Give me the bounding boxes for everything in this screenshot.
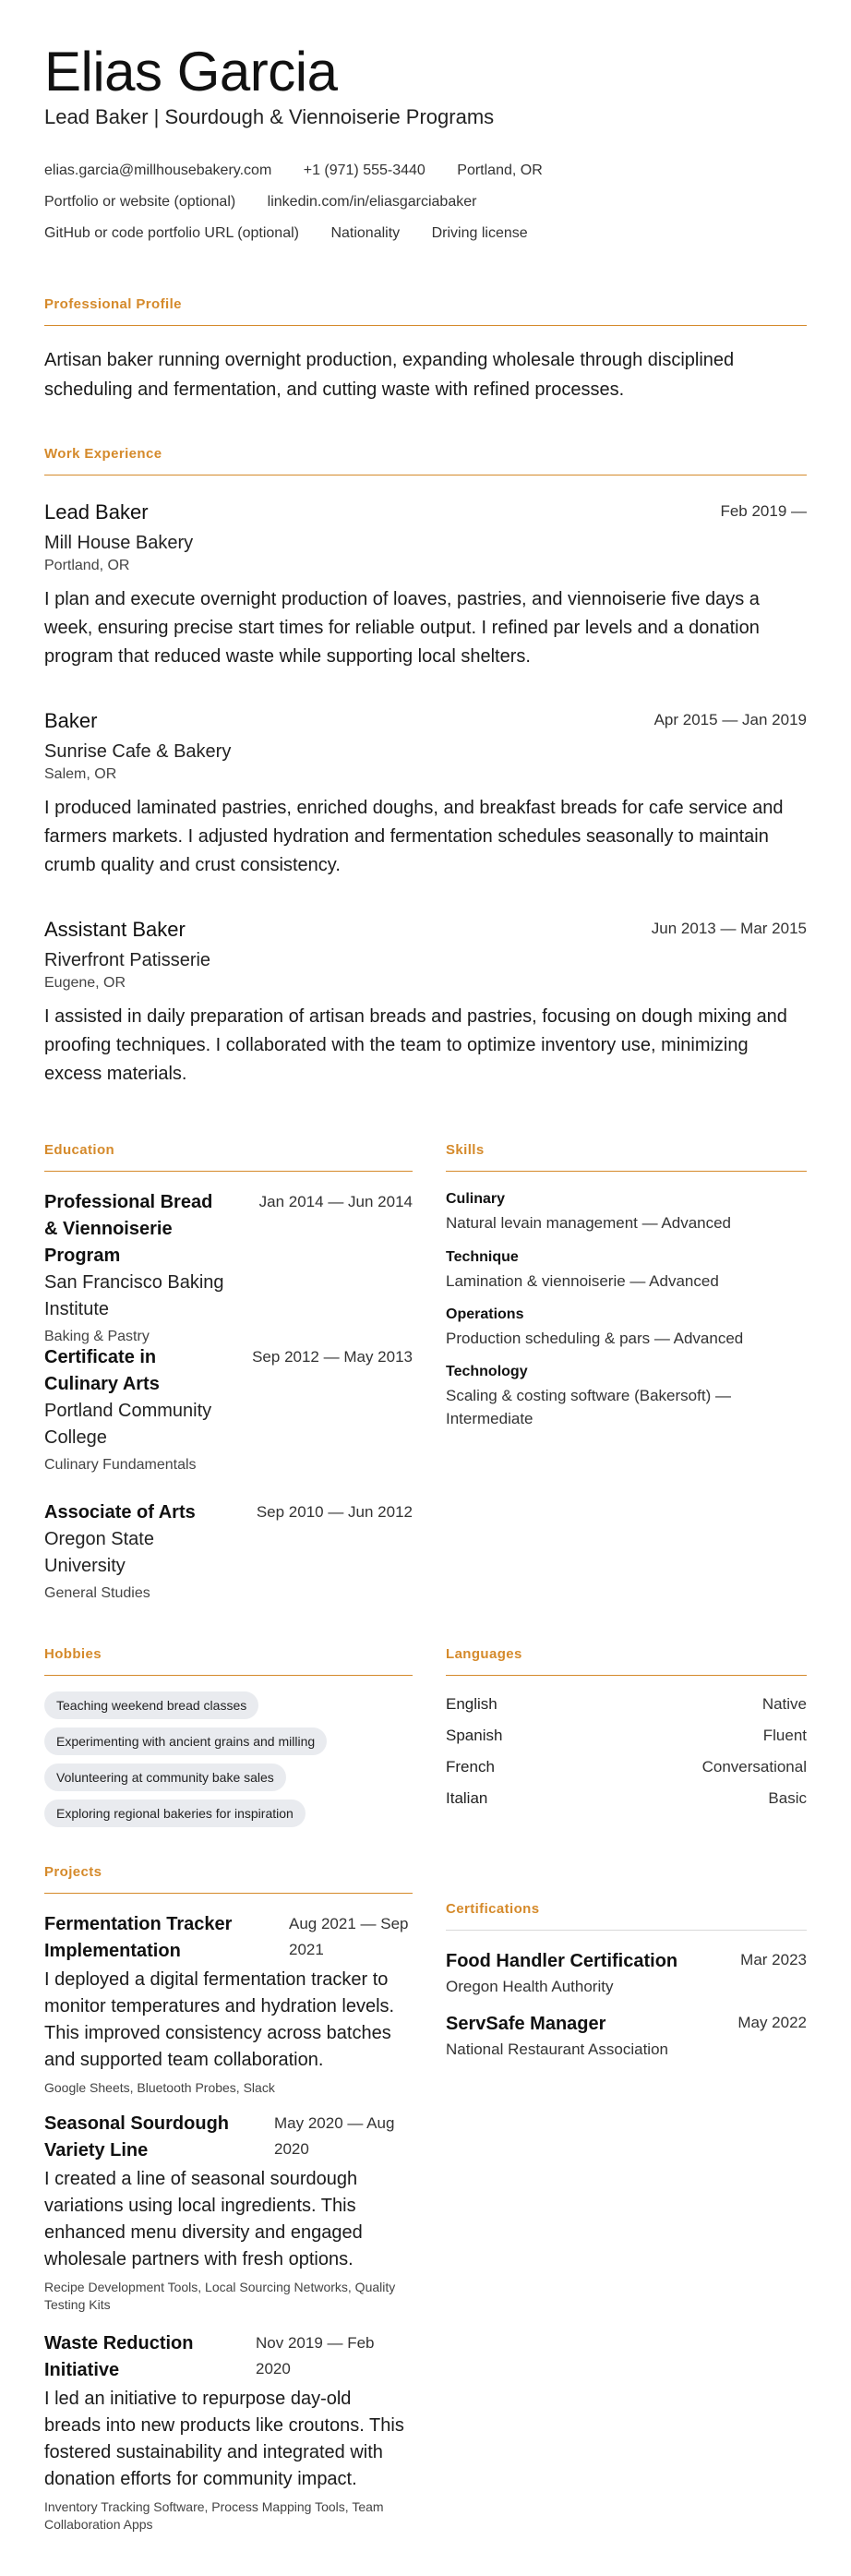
job-title: Baker [44,709,98,732]
skill-value: Production scheduling & pars — Advanced [446,1330,744,1347]
project-dates: Nov 2019 — Feb 2020 [256,2334,375,2377]
skill-entry [446,1189,807,1234]
hobby-chip: Exploring regional bakeries for inspiration [44,1800,306,1827]
job-title: Assistant Baker [44,918,186,941]
skill-category: Technology [446,1364,528,1379]
project-title: Waste Reduction Initiative [44,2333,194,2380]
job-description: I produced laminated pastries, enriched doughs, and breakfast breads for cafe service and farmers markets. I adjusted hydration and fermentation schedules seasonally to maintain crumb quality and crust consistency. [44,798,784,875]
education-school: Portland Community College [44,1401,212,1448]
certification-date: May 2022 [737,2014,807,2031]
skill-value: Natural levain management — Advanced [446,1214,732,1232]
education-title: Associate of Arts [44,1502,196,1523]
hobby-chip: Volunteering at community bake sales [44,1763,286,1791]
language-row [446,1693,807,1715]
project-description: I created a line of seasonal sourdough variations using local ingredients. This enhanced menu diversity and engaged wholesale partners with fresh options. [44,2169,363,2269]
candidate-name: Elias Garcia [44,41,338,102]
contact-row-extra [44,223,556,244]
project-title: Seasonal Sourdough Variety Line [44,2113,230,2161]
education-school: Oregon State University [44,1529,154,1576]
portfolio-link[interactable]: Portfolio or website (optional) [44,194,236,210]
language-row [446,1788,807,1810]
job-description: I assisted in daily preparation of artisan breads and pastries, focusing on dough mixing and proofing techniques. I collaborated with the team to optimize inventory use, minimizing excess materials. [44,1006,787,1084]
job-entry [44,916,807,1089]
job-entry [44,499,807,671]
education-field: Baking & Pastry [44,1329,150,1344]
skill-value: Lamination & viennoiserie — Advanced [446,1272,719,1290]
job-company: Mill House Bakery [44,533,194,553]
project-entry [44,2330,413,2534]
job-title: Lead Baker [44,500,149,524]
certification-date: Mar 2023 [740,1951,807,1968]
project-entry [44,1911,413,2097]
skill-category: Technique [446,1249,519,1265]
skill-category: Operations [446,1306,524,1322]
skill-entry [446,1305,807,1350]
skill-category: Culinary [446,1191,506,1207]
contact-row-links [44,192,504,212]
section-heading-profile: Professional Profile [44,295,807,326]
job-location: Salem, OR [44,766,117,782]
section-heading-languages: Languages [446,1645,807,1676]
project-tools: Google Sheets, Bluetooth Probes, Slack [44,2080,275,2095]
project-tools: Recipe Development Tools, Local Sourcing Networks, Quality Testing Kits [44,2280,396,2312]
education-school: San Francisco Baking Institute [44,1272,224,1319]
language-level: Basic [768,1789,807,1807]
project-title: Fermentation Tracker Implementation [44,1914,233,1961]
education-entry [44,1499,413,1604]
certification-issuer: Oregon Health Authority [446,1978,614,1995]
education-dates: Sep 2010 — Jun 2012 [256,1503,413,1521]
candidate-title: Lead Baker | Sourdough & Viennoiserie Programs [44,105,495,128]
project-description: I deployed a digital fermentation tracker to monitor temperatures and hydration levels. This improved consistency across batches and supported team collaboration. [44,1969,395,2070]
github-link[interactable]: GitHub or code portfolio URL (optional) [44,225,299,241]
project-entry [44,2111,413,2314]
job-location: Eugene, OR [44,975,126,991]
section-heading-hobbies: Hobbies [44,1645,413,1676]
section-heading-experience: Work Experience [44,445,807,475]
language-level: Native [761,1695,807,1713]
education-field: General Studies [44,1585,150,1601]
language-level: Conversational [701,1758,807,1776]
education-title: Certificate in Culinary Arts [44,1347,160,1394]
job-dates: Feb 2019 — [720,502,807,520]
language-row [446,1756,807,1778]
email-link[interactable]: elias.garcia@millhousebakery.com [44,163,272,178]
section-heading-certifications: Certifications [446,1900,807,1931]
skill-entry [446,1247,807,1293]
education-field: Culinary Fundamentals [44,1457,197,1473]
linkedin-link[interactable]: linkedin.com/in/eliasgarciabaker [267,194,477,210]
job-location: Portland, OR [44,558,130,573]
job-dates: Apr 2015 — Jan 2019 [653,711,807,728]
language-name: English [446,1695,497,1713]
hobby-chip: Teaching weekend bread classes [44,1691,258,1719]
education-dates: Sep 2012 — May 2013 [252,1348,413,1366]
language-name: French [446,1758,495,1776]
project-tools: Inventory Tracking Software, Process Mapping Tools, Team Collaboration Apps [44,2499,384,2532]
certification-entry [446,2011,807,2061]
project-description: I led an initiative to repurpose day-old breads into new products like croutons. This fostered sustainability and integrated with donation efforts for community impact. [44,2389,404,2489]
contact-row-primary [44,161,570,181]
education-entry [44,1189,413,1347]
hobby-chip: Experimenting with ancient grains and milling [44,1727,327,1755]
education-entry [44,1344,413,1475]
driving-license: Driving license [431,225,528,241]
job-company: Riverfront Patisserie [44,950,211,970]
profile-summary: Artisan baker running overnight production, expanding wholesale through disciplined scheduling and fermentation, and cutting waste with refined processes. [44,350,735,400]
education-title: Professional Bread & Viennoiserie Program [44,1192,213,1266]
job-entry [44,707,807,880]
job-dates: Jun 2013 — Mar 2015 [651,920,807,937]
job-company: Sunrise Cafe & Bakery [44,741,232,762]
section-heading-projects: Projects [44,1863,413,1894]
language-level: Fluent [762,1727,807,1744]
certification-name: Food Handler Certification [446,1951,678,1971]
project-dates: May 2020 — Aug 2020 [274,2114,395,2158]
phone-number[interactable]: +1 (971) 555-3440 [303,163,426,178]
job-description: I plan and execute overnight production of loaves, pastries, and viennoiserie five days a week, ensuring precise start times for reliable output. I refined par levels and a donation program that reduced waste while supporting local shelters. [44,589,760,667]
location: Portland, OR [457,163,543,178]
section-heading-education: Education [44,1141,413,1172]
language-row [446,1725,807,1747]
language-name: Spanish [446,1727,503,1744]
certification-issuer: National Restaurant Association [446,2040,668,2058]
project-dates: Aug 2021 — Sep 2021 [289,1915,409,1958]
skill-entry [446,1362,807,1430]
language-name: Italian [446,1789,488,1807]
nationality: Nationality [330,225,401,241]
section-heading-skills: Skills [446,1141,807,1172]
education-dates: Jan 2014 — Jun 2014 [258,1193,413,1210]
skill-value: Scaling & costing software (Bakersoft) — Intermediate [446,1387,731,1427]
certification-entry [446,1948,807,1998]
certification-name: ServSafe Manager [446,2014,606,2034]
